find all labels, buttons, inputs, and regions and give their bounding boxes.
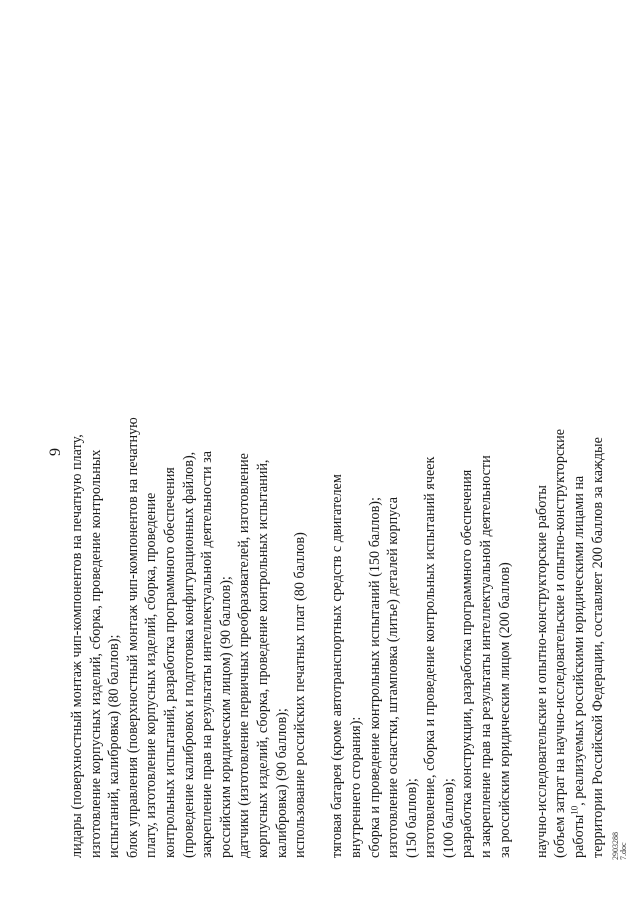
text-line: испытаний, калибровка) (80 баллов); (106, 634, 123, 858)
page-number: 9 (47, 448, 64, 456)
text-line: разработка конструкции, разработка программного обеспечения (459, 469, 476, 858)
text-line: лидары (поверхностный монтаж чип-компонентов на печатную плату, (69, 434, 85, 858)
paragraph-rnd (533, 38, 607, 858)
text-line: за российским юридическим лицом (200 баллов) (496, 562, 513, 858)
text-line: территории Российской Федерации, составляет 200 баллов за каждые (589, 437, 606, 858)
text-line: (100 баллов); (440, 778, 457, 858)
text-line: контрольных испытаний, разработка программного обеспечения (161, 467, 178, 858)
text-line: датчики (изготовление первичных преобразователей, изготовление (236, 453, 253, 858)
text-fragment: работы (571, 814, 588, 858)
footnote-marker: 10 (569, 805, 580, 815)
paragraph-components (68, 38, 310, 858)
text-line-with-footnote (570, 38, 589, 858)
text-line: корпусных изделий, сборка, проведение контрольных испытаний, (254, 459, 271, 858)
text-line: (150 баллов); (403, 778, 420, 858)
rotated-page-body (68, 38, 607, 858)
text-fragment: , реализуемых российскими юридическими лицами на (571, 475, 588, 806)
text-line: закрепление прав на результаты интеллектуальной деятельности за (199, 450, 216, 858)
text-line: изготовление корпусных изделий, сборка, проведение контрольных (87, 449, 104, 858)
text-line: изготовление, сборка и проведение контрольных испытаний ячеек (422, 456, 439, 858)
text-line: и закрепление прав на результаты интеллектуальной деятельности (478, 455, 495, 858)
paragraph-traction-battery (328, 38, 514, 858)
text-line: (объем затрат на научно-исследовательские и опытно-конструкторские (552, 428, 569, 858)
document-filename: 2903288 7.doc (611, 832, 628, 860)
text-line: использование российских печатных плат (80 баллов) (292, 532, 309, 858)
text-line: научно-исследовательские и опытно-конструкторские работы (533, 485, 550, 858)
text-line: внутреннего сгорания): (347, 716, 364, 858)
text-line: блок управления (поверхностный монтаж чип-компонентов на печатную (124, 417, 141, 858)
text-line: сборка и проведение контрольных испытаний (150 баллов); (366, 497, 383, 858)
text-line: калибровка) (90 баллов); (273, 708, 290, 858)
text-line: российским юридическим лицом) (90 баллов); (217, 576, 234, 858)
text-line: плату, изготовление корпусных изделий, сборка, проведение (143, 492, 160, 858)
paragraph-gap (514, 38, 533, 858)
text-line: тяговая батарея (кроме автотранспортных средств с двигателем (329, 474, 346, 858)
paragraph-gap (310, 38, 329, 858)
text-line: (проведение калибровок и подготовка конфигурационных файлов), (180, 451, 197, 858)
text-line: изготовление оснастки, штамповка (литье) деталей корпуса (385, 496, 402, 858)
